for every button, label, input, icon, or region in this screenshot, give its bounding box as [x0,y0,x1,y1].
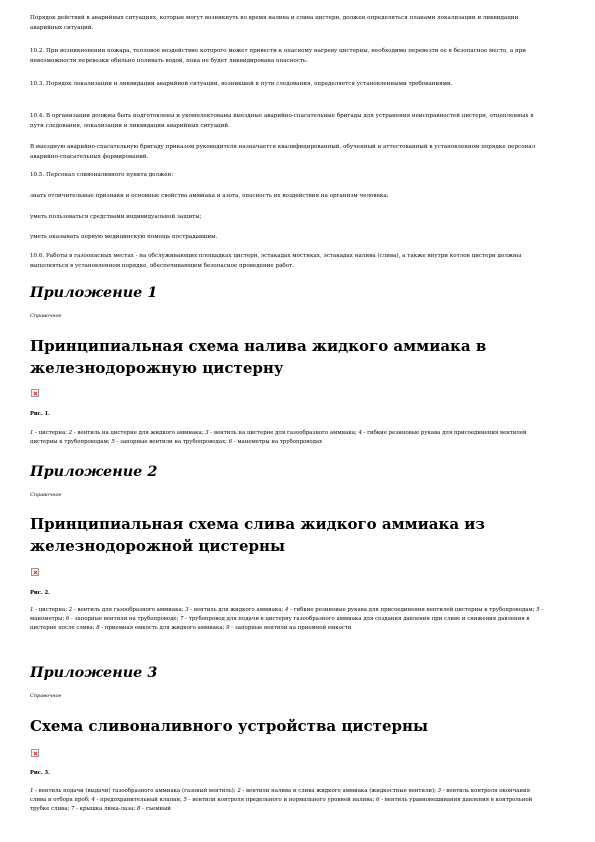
caption-item: 4 - гибкие резиновые рукава для присоединения вентилей цистерны к трубопроводам; [30,430,527,446]
appendix-1-scheme-title: Принципиальная схема налива жидкого аммиака в железнодорожную цистерну [30,337,487,377]
caption-item: 7 - трубопровод для подачи в цистерну газообразного аммиака для создания давления при сливе и снижения давления в цистерне после слива; [30,616,530,632]
appendix-2-scheme-title: Принципиальная схема слива жидкого аммиака из железнодорожной цистерны [30,515,485,555]
caption-item: 9 - запорные вентили на приемной емкости [226,625,352,632]
appendix-3-scheme-title: Схема сливоналивного устройства цистерны [30,717,429,735]
paragraph-10-5: 10.5. Персонал сливоналивного пункта должен: [30,172,174,178]
caption-item: 2 - вентиль на цистерне для жидкого аммиака; [68,430,206,436]
caption-item: 7 - крышка люка-лаза; [70,806,137,813]
figure-2-label: Рис. 2. [30,590,50,596]
caption-item: 5 - запорные вентили на трубопроводах; [111,439,229,446]
figure-3-caption [30,787,547,815]
caption-item: 3 - вентиль для жидкого аммиака; [185,607,286,613]
caption-item: 5 - вентили контроля предельного и нормального уровней налива; [183,797,377,804]
caption-item: 6 - вентиль уравновешивания давления в контрольной трубке слива; [30,797,533,813]
paragraph-10-6: 10.6. Работы в газоопасных местах - на обслуживающих площадках цистерн, эстакадах мостиках, эстакадах налива (слива), а также внутри котлов цистерн должны выполняться в установленном порядке, обеспечивающем безопасное проведение работ. [30,253,522,269]
appendix-3-title: Приложение 3 [30,664,158,681]
paragraph-rescue-team: В выездную аварийно-спасательную бригаду приказом руководителя назначается квалифицированный, обученный и аттестованный в установленном порядке персонал аварийно-спасательных формирований. [30,144,536,160]
paragraph-use-ppe: уметь пользоваться средствами индивидуальной защиты; [30,214,202,220]
paragraph-first-aid: уметь оказывать первую медицинскую помощь пострадавшим. [30,234,218,240]
caption-item: 2 - вентили налива и слива жидкого аммиака (жидкостные вентили); [237,788,438,794]
appendix-2-title: Приложение 2 [30,463,158,480]
caption-item: 1 - вентиль подачи (выдачи) газообразного аммиака (газовый вентиль); [30,788,238,794]
figure-1-caption [30,429,547,447]
appendix-1-title: Приложение 1 [30,284,158,301]
broken-image-icon [31,749,39,757]
caption-item: 4 - гибкие резиновые рукава для присоединения вентилей цистерны к трубопроводам; [285,607,537,613]
appendix-2-note: Справочное [30,492,62,498]
figure-3-label: Рис. 3. [30,770,50,776]
caption-item: 3 - вентиль контроля окончания слива и отбора проб; [30,788,531,804]
caption-item: 1 - цистерна; [30,430,69,436]
caption-item: 8 - съемный [136,806,171,813]
figure-1-label: Рис. 1. [30,411,50,417]
caption-item: 4 - предохранительный клапан; [91,797,184,804]
figure-2-caption [30,606,547,634]
caption-item: 1 - цистерна; [30,607,69,613]
caption-item: 8 - приемная емкость для жидкого аммиака; [96,625,227,632]
paragraph-know-properties: знать отличительные признаки и основные свойства аммиака и азота, опасность их воздействия на организм человека; [30,193,389,199]
caption-item: 6 - манометры на трубопроводах [228,439,323,446]
caption-item: 6 - запорные вентили на трубопроводе; [65,616,181,623]
appendix-1-note: Справочное [30,313,62,319]
appendix-3-note: Справочное [30,693,62,699]
paragraph-10-4: 10.4. В организации должны быть подготовлены и укомплектованы выездные аварийно-спасательные бригады для устранения неисправностей цистерн, отцепленных в пути следования, локализации и ликвидации аварийных ситуаций. [30,113,534,129]
caption-item: 2 - вентиль для газообразного аммиака; [68,607,186,613]
broken-image-icon [31,568,39,576]
caption-item: 3 - вентиль на цистерне для газообразного аммиака; [205,430,359,436]
paragraph-10-3: 10.3. Порядок локализации и ликвидации аварийной ситуации, возникшей в пути следования, определяется установленными требованиями. [30,81,453,87]
paragraph-emergency-plans: Порядок действий в аварийных ситуациях, которые могут возникнуть во время налива и слива цистерн, должен определяться планами локализации и ликвидации аварийных ситуаций. [30,15,519,31]
caption-item: 5 - манометры; [30,607,544,623]
paragraph-10-2: 10.2. При возникновении пожара, тепловое воздействие которого может привести к опасному нагреву цистерны, необходимо перевезти ее в безопасное место, а при невозможности перевозки обильно поливать водой, пока не будет ликвидирована опасность. [30,48,527,64]
broken-image-icon [31,389,39,397]
